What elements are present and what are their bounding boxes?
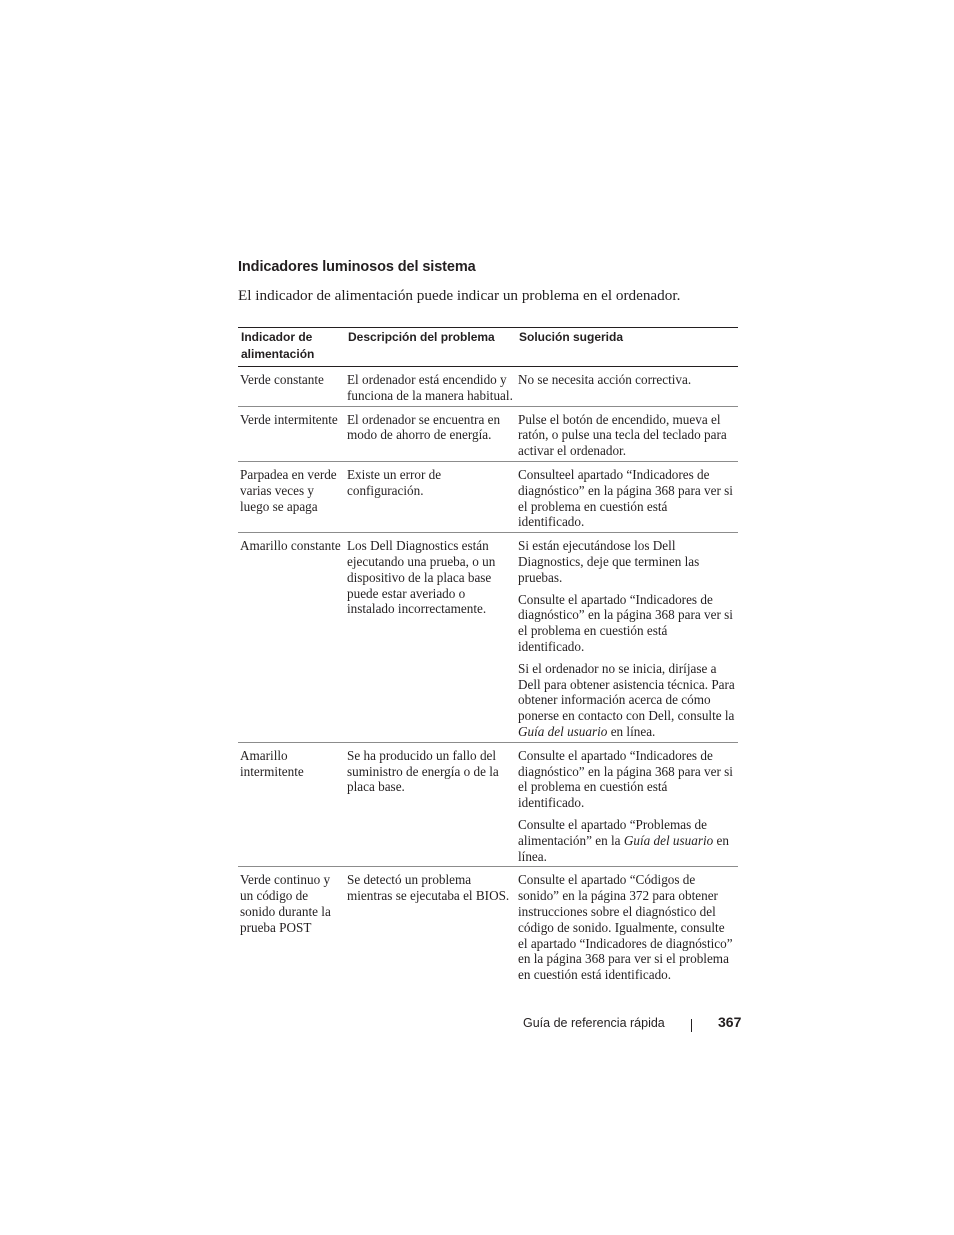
- section-title: Indicadores luminosos del sistema: [238, 259, 476, 275]
- table-row: [238, 533, 738, 743]
- cell-indicator: Amarillo intermitente: [238, 742, 345, 867]
- table-header-row: [238, 328, 738, 367]
- header-description: Descripción del problema: [345, 328, 516, 367]
- solution-paragraph: Si están ejecutándose los Dell Diagnostics, deje que terminen las pruebas.: [518, 538, 700, 585]
- solution-text: Si el ordenador no se inicia, diríjase a Dell para obtener asistencia técnica. Para obtener información acerca de cómo ponerse en contacto con Dell, consulte la: [518, 660, 735, 724]
- cell-description: El ordenador está encendido y funciona de la manera habitual.: [345, 367, 516, 407]
- table-row: [238, 742, 738, 867]
- solution-text: en línea.: [607, 723, 656, 739]
- user-guide-title: Guía del usuario: [518, 723, 608, 739]
- cell-indicator: Verde constante: [238, 367, 345, 407]
- page-number: 367: [718, 1014, 742, 1030]
- solution-paragraph: No se necesita acción correctiva.: [518, 372, 692, 387]
- user-guide-title: Guía del usuario: [623, 832, 714, 848]
- intro-paragraph: El indicador de alimentación puede indicar un problema en el ordenador.: [238, 287, 681, 304]
- solution-paragraph: Consulte el apartado “Indicadores de diagnóstico” en la página 368 para ver si el problema en cuestión está identificado.: [518, 591, 733, 654]
- cell-solution: [516, 461, 738, 532]
- cell-description: Se detectó un problema mientras se ejecutaba el BIOS.: [347, 872, 510, 904]
- cell-indicator: Verde intermitente: [238, 406, 345, 461]
- solution-paragraph: Consulte el apartado “Indicadores de diagnóstico” en la página 368 para ver si el problema en cuestión está identificado.: [518, 747, 733, 811]
- cell-solution: [516, 742, 738, 867]
- solution-paragraph: Pulse el botón de encendido, mueva el ratón, o pulse una tecla del teclado para activar el ordenador.: [518, 411, 727, 459]
- footer-guide-title: Guía de referencia rápida: [523, 1016, 665, 1030]
- header-solution: Solución sugerida: [516, 328, 738, 367]
- cell-indicator: Verde continuo y un código de sonido durante la prueba POST: [240, 872, 331, 935]
- cell-description: El ordenador se encuentra en modo de ahorro de energía.: [345, 406, 516, 461]
- table-row: [238, 461, 738, 532]
- power-indicator-table: [238, 327, 738, 985]
- solution-paragraph: [518, 661, 736, 740]
- solution-paragraph: Consulte el apartado “Códigos de sonido” en la página 372 para obtener instrucciones sobre el diagnóstico del código de sonido. Igualmente, consulte el apartado “Indicadores de diagnóstico” en la página 368 para ver si el problema en cuestión está identificado.: [518, 872, 733, 983]
- table-row: [238, 867, 738, 985]
- footer-divider: [691, 1019, 692, 1032]
- cell-description: Los Dell Diagnostics están ejecutando una prueba, o un dispositivo de la placa base puede estar averiado o instalado incorrectamente.: [345, 533, 516, 743]
- cell-solution: [516, 533, 738, 743]
- cell-solution: [516, 406, 738, 461]
- solution-paragraph: [518, 817, 736, 864]
- cell-description: Existe un error de configuración.: [345, 461, 516, 532]
- solution-text: Consulte el apartado “Problemas de alimentación” en la: [518, 816, 707, 848]
- table-row: [238, 367, 738, 407]
- solution-paragraph: Consulteel apartado “Indicadores de diagnóstico” en la página 368 para ver si el problema en cuestión está identificado.: [518, 466, 733, 530]
- cell-solution: [516, 867, 738, 985]
- cell-indicator: Amarillo constante: [238, 533, 345, 743]
- cell-indicator: Parpadea en verde varias veces y luego se apaga: [238, 461, 345, 532]
- header-indicator: Indicador de alimentación: [238, 328, 345, 367]
- cell-solution: [516, 367, 738, 407]
- solution-text: en línea.: [518, 832, 729, 864]
- table-row: [238, 406, 738, 461]
- cell-description: Se ha producido un fallo del suministro de energía o de la placa base.: [345, 742, 516, 867]
